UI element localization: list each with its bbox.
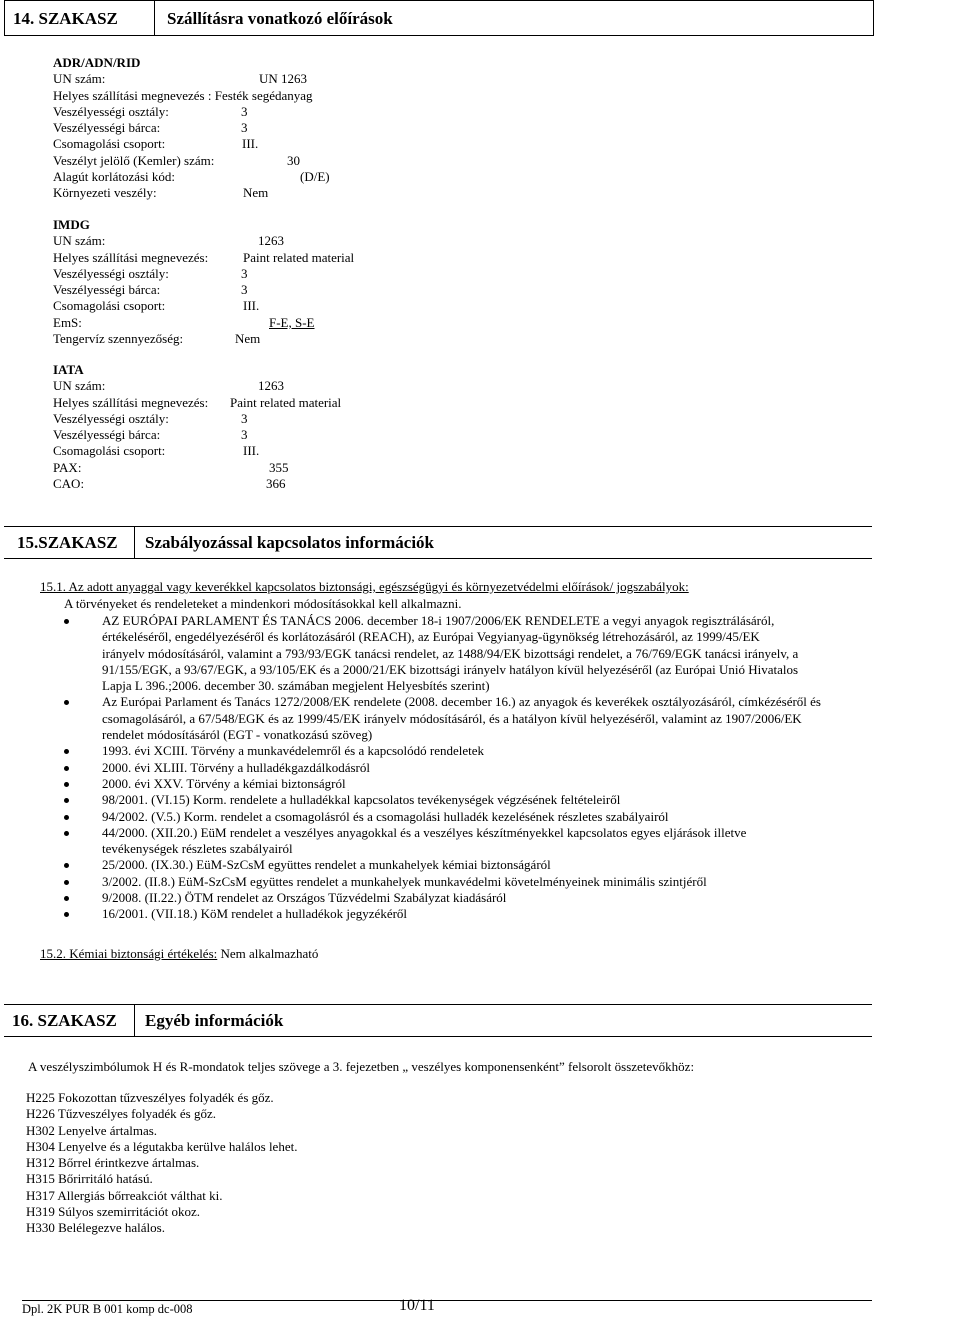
adr-row	[53, 153, 313, 169]
imdg-label: Helyes szállítási megnevezés:	[53, 249, 209, 265]
regulation-item	[64, 906, 864, 922]
regulation-item	[64, 809, 864, 825]
h-statement-list	[26, 1090, 297, 1237]
h-statement: H226 Tűzveszélyes folyadék és gőz.	[26, 1106, 217, 1122]
regulation-line: irányelv módosításáról, valamint a 793/93/EGK tanácsi rendelet, az 1488/94/EK bizottsági rendelet, a 76/769/EGK tanácsi irányelv, a	[102, 645, 799, 661]
iata-value: 3	[241, 427, 248, 443]
adr-row	[53, 169, 330, 185]
imdg-heading: IMDG	[53, 217, 90, 232]
adr-row	[53, 71, 313, 87]
imdg-label: UN szám:	[53, 233, 106, 249]
adr-label: Veszélyességi bárca:	[53, 120, 161, 136]
iata-label: CAO:	[53, 476, 85, 492]
adr-value: III.	[242, 136, 259, 152]
h-statement: H317 Allergiás bőrreakciót válthat ki.	[26, 1187, 223, 1203]
h-statement: H330 Belélegezve halálos.	[26, 1220, 165, 1236]
iata-row	[53, 427, 248, 443]
regulation-item	[64, 874, 864, 890]
regulation-line: Lapja L 396.;2006. december 30. számában megjelent Helyesbítés szerint)	[102, 678, 490, 694]
imdg-row	[53, 265, 248, 282]
imdg-row	[53, 282, 248, 298]
subsection-15-2-title: 15.2. Kémiai biztonsági értékelés:	[40, 946, 218, 961]
bullet-icon	[64, 831, 69, 836]
section-14-header	[4, 0, 874, 36]
subsection-15-1-title: 15.1. Az adott anyaggal vagy keverékkel kapcsolatos biztonsági, egészségügyi és környezetvédelmi előírások/ jogszabályok:	[40, 579, 689, 594]
iata-label: Veszélyességi bárca:	[53, 427, 161, 443]
imdg-label: Veszélyességi osztály:	[53, 265, 169, 281]
regulation-line: 3/2002. (II.8.) EüM-SzCsM együttes rendelet a munkahelyek munkavédelmi követelményeinek minimális szintjéről	[102, 873, 707, 889]
iata-block	[53, 362, 342, 492]
section-15-number: 15.SZAKASZ	[4, 527, 135, 558]
adr-value: (D/E)	[300, 169, 330, 185]
imdg-row	[53, 331, 261, 347]
regulation-line: 1993. évi XCIII. Törvény a munkavédelemről és a kapcsolódó rendeletek	[102, 743, 485, 759]
imdg-label: Tengervíz szennyezőség:	[53, 331, 184, 347]
footer-page-number: 10/11	[399, 1297, 435, 1314]
regulation-item	[64, 792, 864, 808]
adr-label: Csomagolási csoport:	[53, 136, 166, 152]
regulation-line: 94/2002. (V.5.) Korm. rendelet a csomagolásról és a csomagolási hulladék kezelésének részletes szabályairól	[102, 808, 669, 824]
h-statement: H304 Lenyelve és a légutakba kerülve halálos lehet.	[26, 1138, 298, 1154]
regulation-line: rendelet módosításáról (EGT - vonatkozású szöveg)	[102, 727, 373, 743]
section-15-header	[4, 526, 872, 559]
iata-value: 366	[266, 476, 286, 492]
regulation-line: AZ EURÓPAI PARLAMENT ÉS TANÁCS 2006. december 18-i 1907/2006/EK RENDELETE a vegyi anyagok regisztrálásáról,	[102, 613, 775, 628]
h-statement: H315 Bőrirritáló hatású.	[26, 1171, 153, 1187]
imdg-label: EmS:	[53, 314, 82, 330]
regulation-line: 25/2000. (IX.30.) EüM-SzCsM együttes rendelet a munkahelyek kémiai biztonságáról	[102, 857, 551, 873]
bullet-icon	[64, 863, 69, 868]
iata-label: PAX:	[53, 459, 82, 475]
subsection-15-2	[40, 946, 318, 962]
bullet-icon	[64, 896, 69, 901]
h-statement: H319 Súlyos szemirritációt okoz.	[26, 1204, 201, 1220]
bullet-icon	[64, 700, 69, 705]
bullet-icon	[64, 619, 69, 624]
iata-label: Helyes szállítási megnevezés:	[53, 394, 209, 410]
section-14-title: Szállításra vonatkozó előírások	[167, 9, 393, 28]
iata-label: UN szám:	[53, 378, 106, 394]
adr-value: Nem	[243, 185, 269, 201]
imdg-value: 3	[241, 282, 248, 298]
adr-row	[53, 136, 313, 152]
regulation-list	[64, 613, 864, 923]
subsection-15-2-value: Nem alkalmazható	[217, 946, 319, 961]
bullet-icon	[64, 749, 69, 754]
adr-row	[53, 185, 313, 201]
regulation-item	[64, 776, 864, 792]
section-16-title: Egyéb információk	[145, 1011, 284, 1030]
imdg-value: Paint related material	[243, 249, 355, 265]
regulation-line: 2000. évi XXV. Törvény a kémiai biztonságról	[102, 775, 346, 791]
bullet-icon	[64, 766, 69, 771]
iata-label: Csomagolási csoport:	[53, 443, 166, 459]
bullet-icon	[64, 880, 69, 885]
regulation-line: értékeléséről, engedélyezéséről és korlátozásáról (REACH), az Európai Vegyianyag-ügynökség létrehozásáról, az 1999/45/EK	[102, 629, 760, 645]
imdg-value: Nem	[235, 331, 261, 347]
iata-row	[53, 443, 260, 459]
imdg-row	[53, 314, 315, 331]
adr-label: UN szám:	[53, 71, 106, 87]
iata-heading: IATA	[53, 362, 84, 377]
adr-label: Helyes szállítási megnevezés : Festék segédanyag	[53, 87, 313, 103]
section-14-number: 14. SZAKASZ	[5, 1, 155, 35]
imdg-block	[53, 217, 355, 347]
bullet-icon	[64, 815, 69, 820]
bullet-icon	[64, 912, 69, 917]
iata-row	[53, 459, 289, 476]
iata-value: 355	[269, 459, 289, 475]
adr-block	[53, 55, 330, 202]
regulation-line: 16/2001. (VII.18.) KöM rendelet a hulladékok jegyzékéről	[102, 906, 408, 922]
section-16-intro: A veszélyszimbólumok H és R-mondatok teljes szövege a 3. fejezetben „ veszélyes komponensenként” felsorolt összetevőkhöz:	[28, 1059, 695, 1074]
imdg-value: F-E, S-E	[269, 314, 315, 330]
imdg-value: 3	[241, 265, 248, 281]
imdg-label: Csomagolási csoport:	[53, 298, 166, 314]
iata-row	[53, 394, 342, 411]
iata-value: Paint related material	[230, 394, 342, 410]
section-16-header	[4, 1004, 872, 1037]
regulation-line: 2000. évi XLIII. Törvény a hulladékgazdálkodásról	[102, 759, 370, 775]
adr-label: Alagút korlátozási kód:	[53, 169, 176, 185]
section-15-title: Szabályozással kapcsolatos információk	[145, 533, 435, 552]
adr-value: 3	[241, 103, 248, 119]
imdg-value: 1263	[258, 233, 284, 249]
bullet-icon	[64, 782, 69, 787]
page-footer	[22, 1297, 872, 1318]
imdg-label: Veszélyességi bárca:	[53, 282, 161, 298]
adr-row	[53, 88, 313, 104]
adr-row	[53, 120, 313, 136]
subsection-15-1-intro: A törvényeket és rendeleteket a mindenkori módosításokkal kell alkalmazni.	[64, 596, 462, 611]
imdg-row	[53, 249, 355, 266]
bullet-icon	[64, 798, 69, 803]
h-statement: H225 Fokozottan tűzveszélyes folyadék és gőz.	[26, 1090, 274, 1105]
iata-value: III.	[243, 443, 260, 459]
iata-label: Veszélyességi osztály:	[53, 410, 169, 426]
adr-label: Környezeti veszély:	[53, 185, 157, 201]
regulation-line: 91/155/EGK, a 93/67/EGK, a 93/105/EK és a 2000/21/EK bizottsági irányelv hatályon kívül helyezéséről (az Európai Unió Hivatalos	[102, 661, 799, 677]
regulation-item	[64, 857, 864, 873]
regulation-line: 44/2000. (XII.20.) EüM rendelet a veszélyes anyagokkal és a veszélyes készítményekkel kapcsolatos egyes eljárások illetve	[102, 824, 747, 840]
adr-label: Veszélyességi osztály:	[53, 103, 169, 119]
iata-row	[53, 476, 286, 492]
regulation-item	[64, 890, 864, 906]
regulation-item	[64, 743, 864, 759]
adr-value: 3	[241, 120, 248, 136]
imdg-row	[53, 233, 284, 249]
adr-label: Veszélyt jelölő (Kemler) szám:	[53, 152, 215, 168]
adr-row	[53, 104, 313, 120]
regulation-line: 98/2001. (VI.15) Korm. rendelete a hulladékkal kapcsolatos tevékenységek végzésének feltételeiről	[102, 792, 621, 808]
regulation-item	[64, 613, 864, 694]
h-statement: H312 Bőrrel érintkezve ártalmas.	[26, 1155, 200, 1171]
regulation-item	[64, 760, 864, 776]
section-16-number: 16. SZAKASZ	[4, 1005, 135, 1036]
iata-value: 1263	[258, 378, 284, 394]
h-statement: H302 Lenyelve ártalmas.	[26, 1122, 158, 1138]
iata-row	[53, 410, 248, 427]
regulation-item	[64, 825, 864, 858]
adr-heading: ADR/ADN/RID	[53, 55, 141, 70]
regulation-line: csomagolásáról, a 67/548/EGK és az 1999/45/EK irányelv módosításáról, és a hatályon kívül helyezéséről, valamint az 1907/2006/EK	[102, 710, 802, 726]
adr-value: 30	[287, 152, 300, 168]
imdg-row	[53, 298, 260, 314]
iata-value: 3	[241, 410, 248, 426]
regulation-line: tevékenységek részletes szabályairól	[102, 841, 293, 857]
regulation-line: 9/2008. (II.22.) ÖTM rendelet az Országos Tűzvédelmi Szabályzat kiadásáról	[102, 890, 507, 906]
imdg-value: III.	[243, 298, 260, 314]
footer-document-id: Dpl. 2K PUR B 001 komp dc-008	[22, 1302, 193, 1316]
iata-row	[53, 378, 284, 394]
adr-value: UN 1263	[259, 71, 308, 87]
regulation-item	[64, 694, 864, 743]
regulation-line: Az Európai Parlament és Tanács 1272/2008/EK rendelete (2008. december 16.) az anyagok és keverékek osztályozásáról, címkézéséről és	[102, 694, 821, 710]
